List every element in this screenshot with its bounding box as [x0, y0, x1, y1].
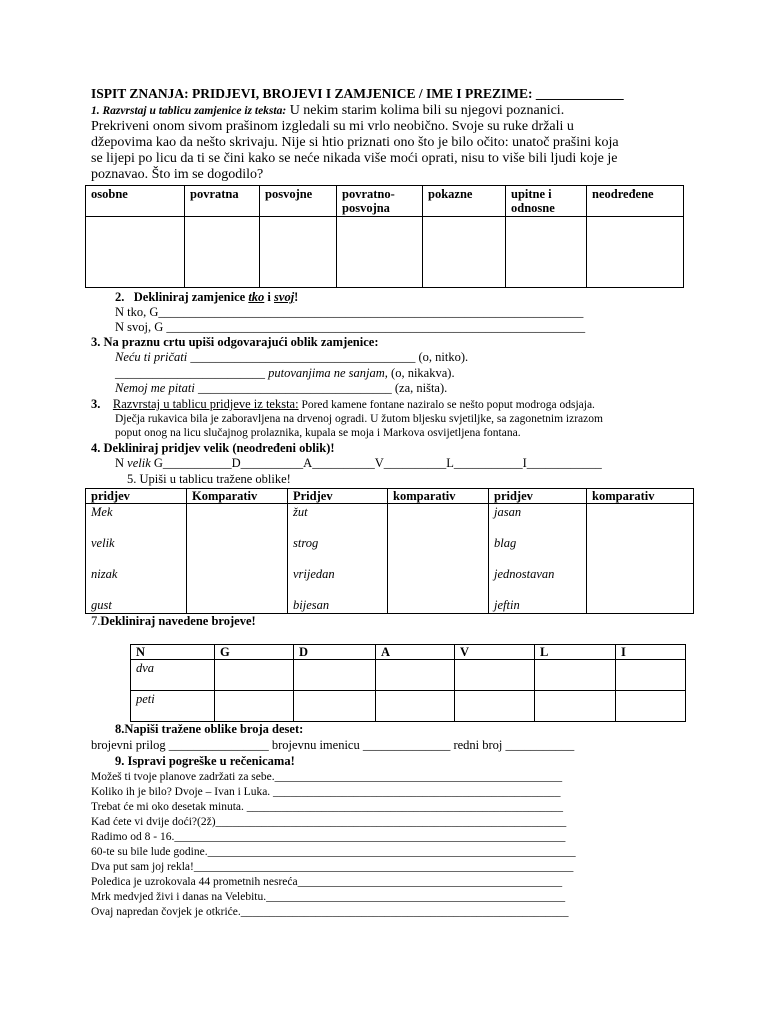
comparative-cell[interactable] — [388, 504, 489, 614]
q2-label: Dekliniraj zamjenice — [133, 290, 249, 304]
q7-num: 7. — [91, 614, 101, 628]
adjective-word: jasan — [494, 505, 522, 519]
adjective-header: komparativ — [587, 489, 694, 504]
answer-cell[interactable] — [506, 217, 587, 288]
adjective-header: Komparativ — [187, 489, 288, 504]
q2-line-svoj[interactable]: N svoj, G ___________________________________________________________________ — [115, 320, 586, 334]
q3-l2-rest: (o, nikakva). — [387, 366, 455, 380]
answer-cell[interactable] — [587, 217, 684, 288]
answer-cell[interactable] — [535, 691, 616, 722]
q1-label: 1. Razvrstaj u tablicu zamjenice iz teksta: — [91, 105, 287, 117]
q7-label: Dekliniraj navedene brojeve! — [100, 614, 256, 628]
case-header: I — [616, 645, 686, 660]
pronoun-header: upitne i odnosne — [506, 186, 587, 217]
answer-cell[interactable] — [185, 217, 260, 288]
answer-cell[interactable] — [294, 660, 376, 691]
q3-l3-rest: _______________________________ (za, ništa). — [194, 381, 448, 395]
q3-l1-italic: Neću ti pričati — [115, 350, 188, 364]
q9-sentence[interactable]: Ovaj napredan čovjek je otkriće._________________________________________________________ — [91, 906, 569, 918]
adjective-header: pridjev — [489, 489, 587, 504]
answer-cell[interactable] — [376, 691, 455, 722]
adjective-word: jednostavan — [494, 567, 555, 581]
case-header: L — [535, 645, 616, 660]
answer-cell[interactable] — [423, 217, 506, 288]
q9-sentence[interactable]: Radimo od 8 - 16.____________________________________________________________________ — [91, 831, 566, 843]
q3-line-2[interactable] — [115, 366, 455, 381]
pronoun-header: povratno- posvojna — [337, 186, 423, 217]
pronoun-header: posvojne — [260, 186, 337, 217]
q2-svoj: svoj — [274, 290, 295, 304]
adjective-word: blag — [494, 536, 517, 550]
q9-heading: 9. Ispravi pogreške u rečenicama! — [115, 754, 295, 768]
q3b-text-first: Pored kamene fontane naziralo se nešto poput modroga odsjaja. — [298, 399, 595, 411]
adjective-word: velik — [91, 536, 115, 550]
q1-text-line: Prekriveni onom sivom prašinom izgledali su mi vrlo neobično. Svoje su ruke držali u — [91, 119, 574, 134]
q1-text-line: džepovima kao da nešto skrivaju. Nije si htio priznati ono što je bilo očito: unatoč prašini koja — [91, 135, 619, 150]
q3b-text-line: Dječja rukavica bila je zaboravljena na drvenoj ogradi. U žutom bljesku svjetiljke, sa zagonetnim izrazom — [115, 413, 603, 425]
q1-text-first: U nekim starim kolima bili su njegovi poznanici. — [286, 103, 565, 118]
answer-cell[interactable] — [376, 660, 455, 691]
adjective-word: jeftin — [494, 598, 520, 612]
q4-line[interactable] — [115, 456, 602, 471]
number-word: dva — [131, 660, 215, 691]
q3b-heading — [91, 397, 595, 412]
q2-line-tko[interactable]: N tko, G____________________________________________________________________ — [115, 305, 584, 319]
answer-cell[interactable] — [616, 660, 686, 691]
q2-num: 2. — [115, 290, 125, 304]
q9-sentence[interactable]: 60-te su bile lude godine.________________________________________________________________ — [91, 846, 576, 858]
adjective-header: Pridjev — [288, 489, 388, 504]
answer-cell[interactable] — [215, 691, 294, 722]
pronoun-header: povratna — [185, 186, 260, 217]
adjective-header: komparativ — [388, 489, 489, 504]
q9-sentence[interactable]: Dva put sam joj rekla!__________________________________________________________________ — [91, 861, 574, 873]
adjective-col-1 — [86, 504, 187, 614]
q1-text-line: se lijepi po licu da ti se čini kako se neće nikada više moći oprati, nisu to više bili ljudi koje je — [91, 151, 618, 166]
adjective-word: vrijedan — [293, 567, 335, 581]
q3b-text-line: poput onog na licu slučajnog prolaznika, kupala se moja i Markova osvijetljena fontana. — [115, 427, 521, 439]
q3b-label: Razvrstaj u tablicu pridjeve iz teksta: — [112, 397, 299, 411]
answer-cell[interactable] — [294, 691, 376, 722]
pronoun-header: osobne — [86, 186, 185, 217]
q2-excl: ! — [294, 290, 299, 304]
q9-sentence[interactable]: Možeš ti tvoje planove zadržati za sebe.__________________________________________________ — [91, 771, 563, 783]
adjective-word: žut — [293, 505, 308, 519]
answer-cell[interactable] — [260, 217, 337, 288]
q9-sentence[interactable]: Koliko ih je bilo? Dvoje – Ivan i Luka. __________________________________________________ — [91, 786, 561, 798]
q3-line-1[interactable] — [115, 350, 468, 365]
q3-l2-italic: putovanjima ne sanjam, — [268, 366, 388, 380]
q5-heading: 5. Upiši u tablicu tražene oblike! — [127, 472, 291, 486]
page-title: ISPIT ZNANJA: PRIDJEVI, BROJEVI I ZAMJENICE / IME I PREZIME: _____________ — [91, 86, 624, 101]
case-header: G — [215, 645, 294, 660]
q4-heading: 4. Dekliniraj pridjev velik (neodređeni oblik)! — [91, 441, 335, 455]
answer-cell[interactable] — [616, 691, 686, 722]
q2-heading — [115, 290, 298, 305]
q3-line-3[interactable] — [115, 381, 447, 396]
q8-line[interactable]: brojevni prilog ________________ brojevnu imenicu ______________ redni broj ___________ — [91, 738, 575, 752]
adjective-word: Mek — [91, 505, 113, 519]
adjective-table — [85, 488, 694, 614]
q4-n: N — [115, 456, 128, 470]
pronoun-header: neodređene — [587, 186, 684, 217]
adjective-word: bijesan — [293, 598, 330, 612]
answer-cell[interactable] — [535, 660, 616, 691]
case-header: N — [131, 645, 215, 660]
case-header: D — [294, 645, 376, 660]
pronoun-table — [85, 185, 684, 288]
answer-cell[interactable] — [337, 217, 423, 288]
adjective-header: pridjev — [86, 489, 187, 504]
q9-sentence[interactable]: Mrk medvjed živi i danas na Velebitu.____________________________________________________ — [91, 891, 566, 903]
q9-sentence[interactable]: Poledica je uzrokovala 44 prometnih nesreća______________________________________________ — [91, 876, 563, 888]
q4-velik: velik — [127, 456, 151, 470]
adjective-col-3 — [489, 504, 587, 614]
q1-text-line: poznavao. Što im se dogodilo? — [91, 167, 264, 182]
q8-heading: 8.Napiši tražene oblike broja deset: — [115, 722, 304, 736]
comparative-cell[interactable] — [187, 504, 288, 614]
comparative-cell[interactable] — [587, 504, 694, 614]
q3b-num: 3. — [91, 397, 101, 411]
q7-heading — [91, 614, 256, 629]
case-header: V — [455, 645, 535, 660]
q9-sentence[interactable]: Kad ćete vi dvije doći?(2ž)_____________________________________________________________ — [91, 816, 567, 828]
answer-cell[interactable] — [86, 217, 185, 288]
q3-l2-blank: ________________________ — [115, 366, 269, 380]
q2-i: i — [264, 290, 275, 304]
number-word: peti — [131, 691, 215, 722]
pronoun-header: pokazne — [423, 186, 506, 217]
answer-cell[interactable] — [455, 660, 535, 691]
q3-l3-italic: Nemoj me pitati — [115, 381, 195, 395]
q3-l1-rest: ____________________________________ (o, nitko). — [187, 350, 469, 364]
q9-sentence[interactable]: Trebat će mi oko desetak minuta. _______________________________________________________ — [91, 801, 563, 813]
case-header: A — [376, 645, 455, 660]
q4-blanks: G___________D__________A__________V__________L___________I____________ — [150, 456, 602, 470]
q1-block — [91, 103, 691, 183]
q3-heading: 3. Na praznu crtu upiši odgovarajući oblik zamjenice: — [91, 335, 379, 349]
answer-cell[interactable] — [215, 660, 294, 691]
adjective-word: gust — [91, 598, 112, 612]
q2-tko: tko — [248, 290, 265, 304]
number-table — [130, 644, 686, 722]
adjective-word: nizak — [91, 567, 118, 581]
adjective-col-2 — [288, 504, 388, 614]
answer-cell[interactable] — [455, 691, 535, 722]
adjective-word: strog — [293, 536, 319, 550]
